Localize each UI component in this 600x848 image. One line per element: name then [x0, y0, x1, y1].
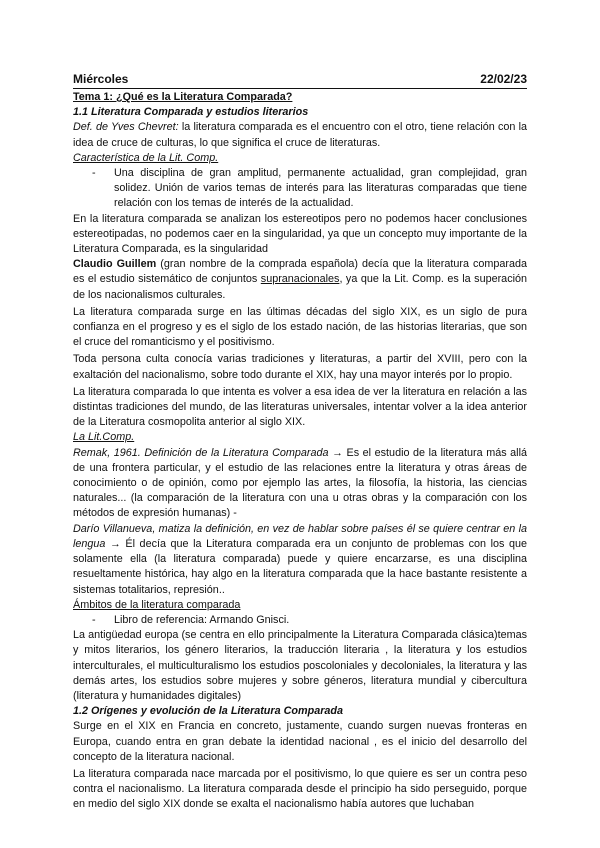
- document-content: [73, 72, 527, 813]
- section-1-title: 1.1 Literatura Comparada y estudios literarios: [73, 106, 309, 119]
- bullet-dash: -: [92, 613, 96, 626]
- dario-text: → Él decía que la Literatura comparada era un conjunto de problemas con los que solamente ella (la literatura comparada) puede y quiere encarzarse, es una disciplina resueltamente histórica, hay algo en la literatura comparada que la hace bastante resistente a sistemas totalitarios, represión..: [73, 537, 527, 596]
- paragraph-dario: [73, 522, 527, 598]
- ambitos-label: Ámbitos de la literatura comparada: [73, 598, 241, 611]
- caracteristica-label: Característica de la Lit. Comp.: [73, 151, 219, 164]
- paragraph-remak: [73, 446, 527, 522]
- header-row: [73, 72, 527, 89]
- header-day: Miércoles: [73, 72, 129, 86]
- paragraph-guillem: [73, 257, 527, 303]
- guillem-text-b: , ya que la Lit. Comp. es la superación de los nacionalismos culturales.: [73, 273, 527, 301]
- guillem-text-a: (gran nombre de la comprada española) decía que la literatura comparada es el estudio sistemático de conjuntos: [73, 258, 527, 286]
- remak-label: Remak, 1961. Definición de la Literatura Comparada: [73, 446, 329, 459]
- paragraph-persona-culta: Toda persona culta conocía varias tradiciones y literaturas, a partir del XVIII, pero con la exaltación del nacionalismo, sobre todo durante el XIX, hay una mayor interés por lo propio.: [73, 353, 527, 381]
- paragraph-intenta: La literatura comparada lo que intenta es volver a esa idea de ver la literatura en relación a las distintas tradiciones del mundo, de las literaturas universales, intentar volver a la idea anterior de la Literatura cosmopolita anterior al siglo XIX.: [73, 385, 527, 429]
- paragraph-siglo-xix: La literatura comparada surge en las últimas décadas del siglo XIX, es un siglo de pura confianza en el progreso y es el siglo de los estado nación, de las historias literarias, que son el cruce del romanticismo y el positivismo.: [73, 305, 527, 349]
- dario-label: Darío Villanueva, matiza la definición, en vez de hablar sobre países él se quiere centrar en la lengua: [73, 522, 527, 550]
- paragraph-estereotipos: En la literatura comparada se analizan los estereotipos pero no podemos hacer conclusiones estereotipadas, no podemos caer en la singularidad, ya que un concepto muy importante de la Literatura Comparada, es la singularidad: [73, 212, 527, 256]
- paragraph-nace: La literatura comparada nace marcada por el positivismo, lo que quiere es ser un contra peso contra el nacionalismo. La literatura comparada desde el principio ha sido perseguido, porque en medio del siglo XIX donde se exalta el nacionalismo había autores que luchaban: [73, 767, 527, 811]
- remak-text: → Es el estudio de la literatura más allá de una frontera particular, y el estudio de las relaciones entre la literatura y otras áreas de conocimiento o de opinión, como por ejemplo las artes, la filosofía, la historia, las ciencias naturales... (la comparación de la literatura con una u otras obras y la comparación con los métodos de expresión humanas) -: [73, 446, 527, 520]
- list-item: [73, 613, 527, 628]
- guillem-underlined: supranacionales: [260, 273, 340, 286]
- guillem-name: Claudio Guillem: [73, 258, 157, 271]
- bullet-text: Una disciplina de gran amplitud, permanente actualidad, gran complejidad, gran solidez. Unión de varios temas de interés para las literaturas comparadas que tiene relación con los temas de interés de la actualidad.: [114, 167, 527, 210]
- definition-label: Def. de Yves Chevret:: [73, 121, 179, 134]
- header-date: 22/02/23: [480, 72, 527, 86]
- list-item: [73, 166, 527, 212]
- litcomp-label: La Lit.Comp.: [73, 431, 135, 444]
- paragraph-antiguedad: La antigüedad europa (se centra en ello principalmente la Literatura Comparada clásica)temas y mitos literarios, los género literarios, la traducción literaria , la literatura y los estudios interculturales, el multiculturalismo los estudios poscoloniales y decoloniales, la literatura y las demás artes, los estudios sobre mujeres y sobre géneros, literatura mundial y cibercultura (literatura y humanidades digitales): [73, 629, 527, 702]
- bullet-dash: -: [92, 167, 96, 180]
- paragraph-surge: Surge en el XIX en Francia en concreto, justamente, cuando surgen nuevas fronteras en Europa, cuando entra en gran debate la identidad nacional , es el inicio del desarrollo del concepto de la literatura nacional.: [73, 720, 527, 763]
- section-2-title: 1.2 Orígenes y evolución de la Literatura Comparada: [73, 705, 344, 718]
- bullet-text: Libro de referencia: Armando Gnisci.: [114, 613, 290, 626]
- topic-title: Tema 1: ¿Qué es la Literatura Comparada?: [73, 91, 293, 103]
- definition-text: la literatura comparada es el encuentro con el otro, tiene relación con la idea de cruce de culturas, lo que significa el cruce de literaturas.: [73, 121, 527, 149]
- definition-chevret: [73, 120, 527, 150]
